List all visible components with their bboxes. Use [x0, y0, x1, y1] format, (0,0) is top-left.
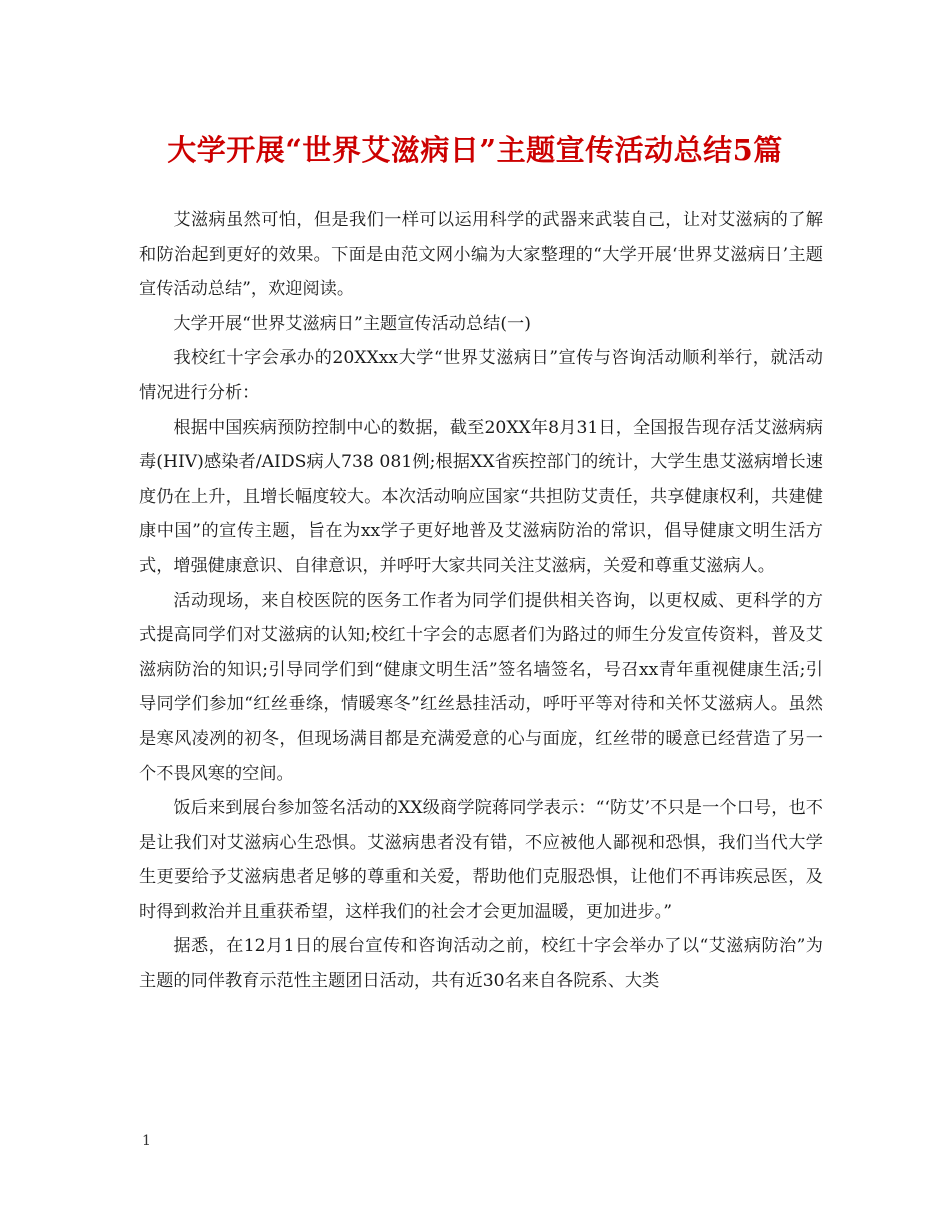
paragraph: 活动现场，来自校医院的医务工作者为同学们提供相关咨询，以更权威、更科学的方式提高同学们对艾滋病的认知;校红十字会的志愿者们为路过的师生分发宣传资料，普及艾滋病防治的知识;引导同学们到“健康文明生活”签名墙签名，号召xx青年重视健康生活;引导同学们参加“红丝垂绦，情暖寒冬”红丝悬挂活动，呼吁平等对待和关怀艾滋病人。虽然是寒风凌冽的初冬，但现场满目都是充满爱意的心与面庞，红丝带的暖意已经营造了另一个不畏风寒的空间。 — [139, 590, 823, 784]
document-title: 大学开展“世界艾滋病日”主题宣传活动总结5篇 — [167, 133, 783, 167]
page-number: 1 — [142, 1133, 151, 1149]
paragraph-intro: 艾滋病虽然可怕，但是我们一样可以运用科学的武器来武装自己，让对艾滋病的了解和防治起到更好的效果。下面是由范文网小编为大家整理的“大学开展‘世界艾滋病日’主题宣传活动总结”，欢迎阅读。 — [139, 210, 823, 300]
paragraph: 据悉，在12月1日的展台宣传和咨询活动之前，校红十字会举办了以“艾滋病防治”为主题的同伴教育示范性主题团日活动，共有近30名来自各院系、大类 — [139, 936, 823, 992]
document-body — [139, 203, 823, 999]
paragraph-subheading: 大学开展“世界艾滋病日”主题宣传活动总结(一) — [173, 313, 531, 334]
paragraph: 根据中国疾病预防控制中心的数据，截至20XX年8月31日，全国报告现存活艾滋病病毒(HIV)感染者/AIDS病人738 081例;根据XX省疾控部门的统计，大学生患艾滋病增长速度仍在上升，且增长幅度较大。本次活动响应国家“共担防艾责任，共享健康权利，共建健康中国”的宣传主题，旨在为xx学子更好地普及艾滋病防治的常识，倡导健康文明生活方式，增强健康意识、自律意识，并呼吁大家共同关注艾滋病，关爱和尊重艾滋病人。 — [139, 417, 823, 576]
paragraph: 我校红十字会承办的20XXxx大学“世界艾滋病日”宣传与咨询活动顺利举行，就活动情况进行分析： — [139, 348, 823, 403]
paragraph: 饭后来到展台参加签名活动的XX级商学院蒋同学表示：“‘防艾’不只是一个口号，也不是让我们对艾滋病心生恐惧。艾滋病患者没有错，不应被他人鄙视和恐惧，我们当代大学生更要给予艾滋病患者足够的尊重和关爱，帮助他们克服恐惧，让他们不再讳疾忌医，及时得到救治并且重获希望，这样我们的社会才会更加温暖，更加进步。” — [139, 798, 823, 922]
